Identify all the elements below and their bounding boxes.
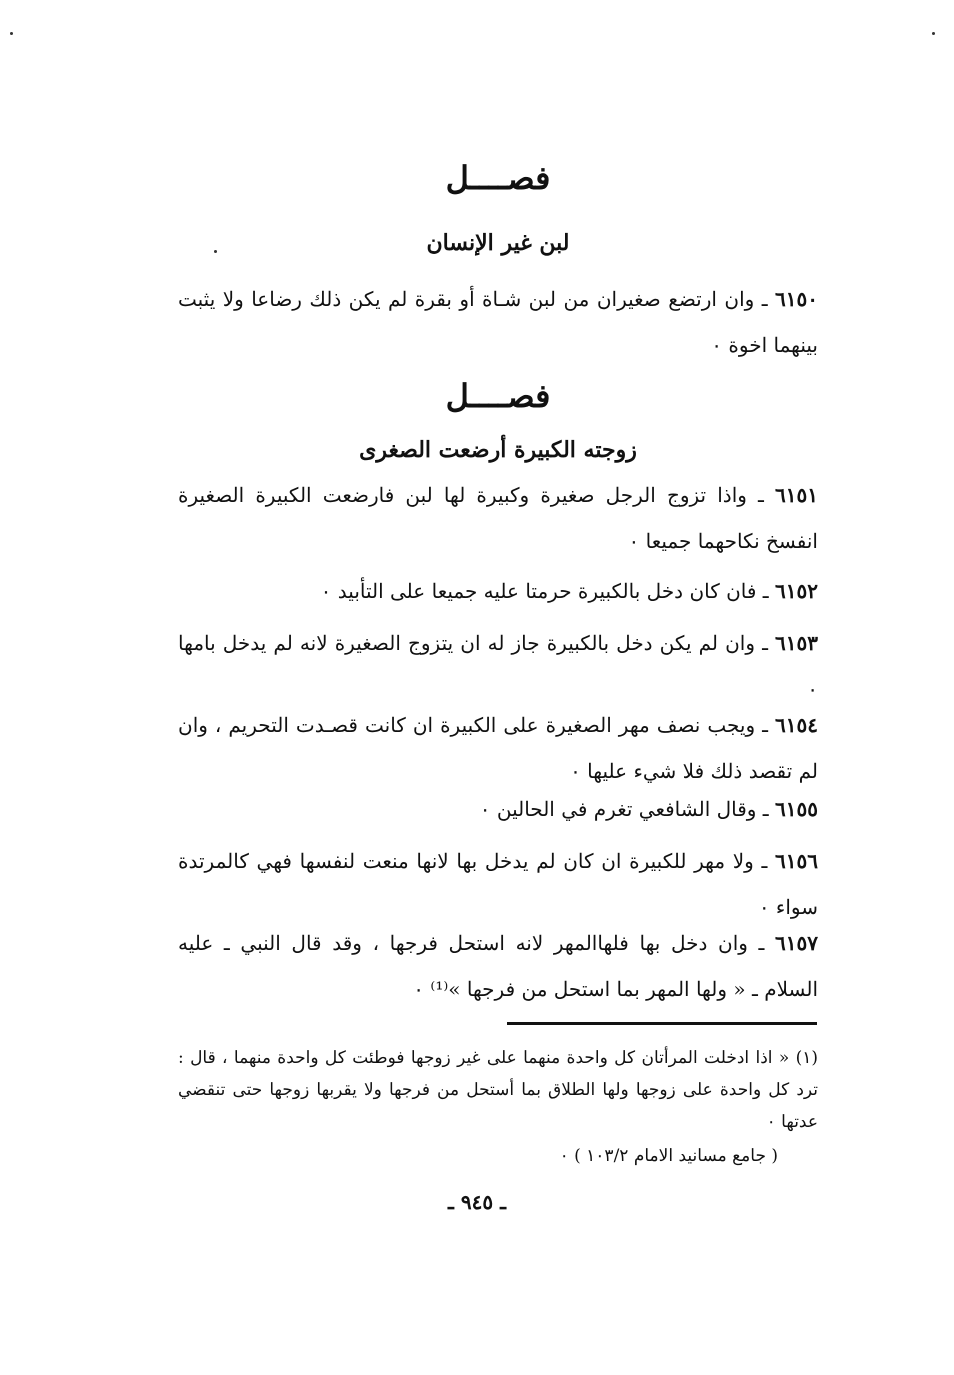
paragraph: [178, 276, 818, 368]
paragraph: [178, 786, 818, 832]
paragraph-text: ـ وان دخل بها فلهاالمهر لانه استحل فرجها ، وقد قال النبي ـ عليه السلام ـ « ولها المهر بما استحل من فرجها »⁽¹⁾ ٠: [178, 931, 818, 1001]
paragraph-text: ـ ولا مهر للكبيرة ان كان لم يدخل بها لانها منعت لنفسها فهي كالمرتدة سواء ٠: [178, 849, 818, 919]
page-number: ـ ٩٤٥ ـ: [448, 1190, 506, 1214]
paragraph: [178, 920, 818, 1012]
paragraph-text: ـ ويجب نصف مهر الصغيرة على الكبيرة ان كانت قصـدت التحريم ، وان لم تقصد ذلك فلا شيء عليها ٠: [178, 713, 818, 783]
paragraph: [178, 702, 818, 794]
paragraph: [178, 620, 818, 712]
paragraph-number: ٦١٥٢: [775, 579, 818, 603]
paragraph-number: ٦١٥١: [775, 483, 818, 507]
paragraph-text: ـ وان ارتضع صغيران من لبن شـاة أو بقرة لم يكن ذلك رضاعا ولا يثبت بينهما اخوة ٠: [178, 287, 818, 357]
paragraph: [178, 568, 818, 614]
paragraph-number: ٦١٥٠: [775, 287, 818, 311]
section-title: فصــــل: [445, 159, 551, 197]
paragraph: [178, 472, 818, 564]
footnote: (١) « اذا ادخلت المرأتان كل واحدة منهما على غير زوجها فوطئت كل واحدة منهما ، قال : ترد كل واحدة على زوجها ولها الطلاق بما أستحل من فرجها ولا يقربها زوجها حتى تنقضي عدتها ٠: [178, 1048, 818, 1132]
paragraph-text: ـ واذا تزوج الرجل صغيرة وكبيرة لها لبن فارضعت الكبيرة الصغيرة انفسخ نكاحهما جميعا ٠: [178, 483, 818, 553]
section-subtitle: لبن غير الإنسان: [426, 230, 570, 256]
footnote-separator: [507, 1022, 817, 1025]
paragraph-number: ٦١٥٧: [775, 931, 818, 955]
scan-speck: [932, 32, 935, 35]
paragraph-text: ـ وقال الشافعي تغرم في الحالين ٠: [479, 797, 769, 821]
footnote-source: ( جامع مسانيد الامام ١٠٣/٢ ) ٠: [559, 1146, 778, 1166]
scan-speck: [10, 32, 13, 35]
section-title: فصــــل: [445, 377, 551, 415]
paragraph-number: ٦١٥٤: [775, 713, 819, 737]
section-subtitle: زوجته الكبيرة أرضعت الصغرى: [359, 437, 637, 463]
paragraph: [178, 838, 818, 930]
paragraph-number: ٦١٥٦: [775, 849, 818, 873]
paragraph-text: ـ فان كان دخل بالكبيرة حرمتا عليه جميعا على التأبيد ٠: [320, 579, 769, 603]
paragraph-number: ٦١٥٥: [775, 797, 818, 821]
paragraph-number: ٦١٥٣: [775, 631, 818, 655]
paragraph-text: ـ وان لم يكن دخل بالكبيرة جاز له ان يتزوج الصغيرة لانه لم يدخل بامها ٠: [178, 631, 818, 701]
